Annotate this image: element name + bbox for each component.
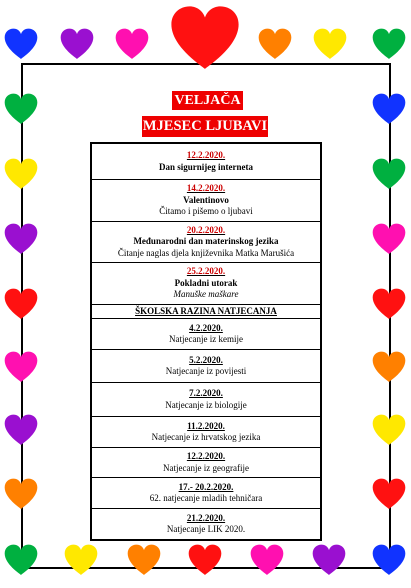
competition-row [92,319,320,350]
competition-date: 12.2.2020. [186,451,226,461]
red-heart-icon [4,288,38,320]
green-heart-icon [372,28,406,60]
events-table [90,142,322,541]
event-row [92,222,320,263]
red-heart-icon [372,478,406,510]
competition-name: Natjecanje iz biologije [165,399,247,410]
event-date: 25.2.2020. [186,266,226,277]
event-date: 14.2.2020. [186,183,226,194]
yellow-heart-icon [313,28,347,60]
yellow-heart-icon [372,414,406,446]
purple-heart-icon [4,223,38,255]
event-date: 20.2.2020. [186,224,226,235]
magenta-heart-icon [372,223,406,255]
event-description: Čitamo i pišemo o ljubavi [159,206,253,217]
green-heart-icon [372,158,406,190]
event-row [92,180,320,222]
purple-heart-icon [60,28,94,60]
event-title: Pokladni utorak [174,277,238,288]
magenta-heart-icon [4,351,38,383]
event-description: Čitanje naglas djela književnika Matka Marušića [117,247,295,258]
purple-heart-icon [4,414,38,446]
competition-row [92,478,320,509]
competition-name: Natjecanje iz kemije [169,334,243,344]
yellow-heart-icon [64,544,98,576]
competition-row [92,350,320,383]
red-heart-icon [188,544,222,576]
competition-row [92,417,320,448]
competition-date: 5.2.2020. [189,354,223,365]
orange-heart-icon [127,544,161,576]
competition-name: 62. natjecanje mladih tehničara [149,493,263,503]
competition-date: 11.2.2020. [187,420,225,431]
competitions-heading: ŠKOLSKA RAZINA NATJECANJA [135,305,277,316]
green-heart-icon [4,544,38,576]
event-title: Međunarodni dan materinskog jezika [133,236,279,247]
red-heart-icon [372,288,406,320]
blue-heart-icon [372,93,406,125]
orange-heart-icon [258,28,292,60]
competition-row [92,448,320,478]
green-heart-icon [4,93,38,125]
competitions-heading-row [92,305,320,319]
competition-row [92,509,320,539]
competition-date: 4.2.2020. [189,322,223,333]
event-row [92,144,320,180]
yellow-heart-icon [4,158,38,190]
blue-heart-icon [4,28,38,60]
competition-date: 7.2.2020. [189,388,223,398]
event-title: Valentinovo [183,194,229,205]
magenta-heart-icon [250,544,284,576]
competition-name: Natjecanje iz povijesti [165,366,247,376]
competition-date: 21.2.2020. [186,512,226,523]
competition-name: Natjecanje iz geografije [163,462,249,473]
event-date: 12.2.2020. [186,150,226,160]
orange-heart-icon [4,478,38,510]
competition-row [92,383,320,417]
competition-name: Natjecanje LIK 2020. [166,524,246,534]
magenta-heart-icon [115,28,149,60]
competition-name: Natjecanje iz hrvatskog jezika [151,432,261,442]
page-title: VELJAČA [172,91,243,110]
red-heart-icon [170,5,240,71]
competition-date: 17.- 20.2.2020. [178,481,234,492]
blue-heart-icon [372,544,406,576]
orange-heart-icon [372,351,406,383]
page-subtitle: MJESEC LJUBAVI [142,116,268,137]
event-description: Manuške maškare [173,289,239,300]
purple-heart-icon [312,544,346,576]
event-row [92,263,320,305]
event-title: Dan sigurnijeg interneta [159,161,253,172]
